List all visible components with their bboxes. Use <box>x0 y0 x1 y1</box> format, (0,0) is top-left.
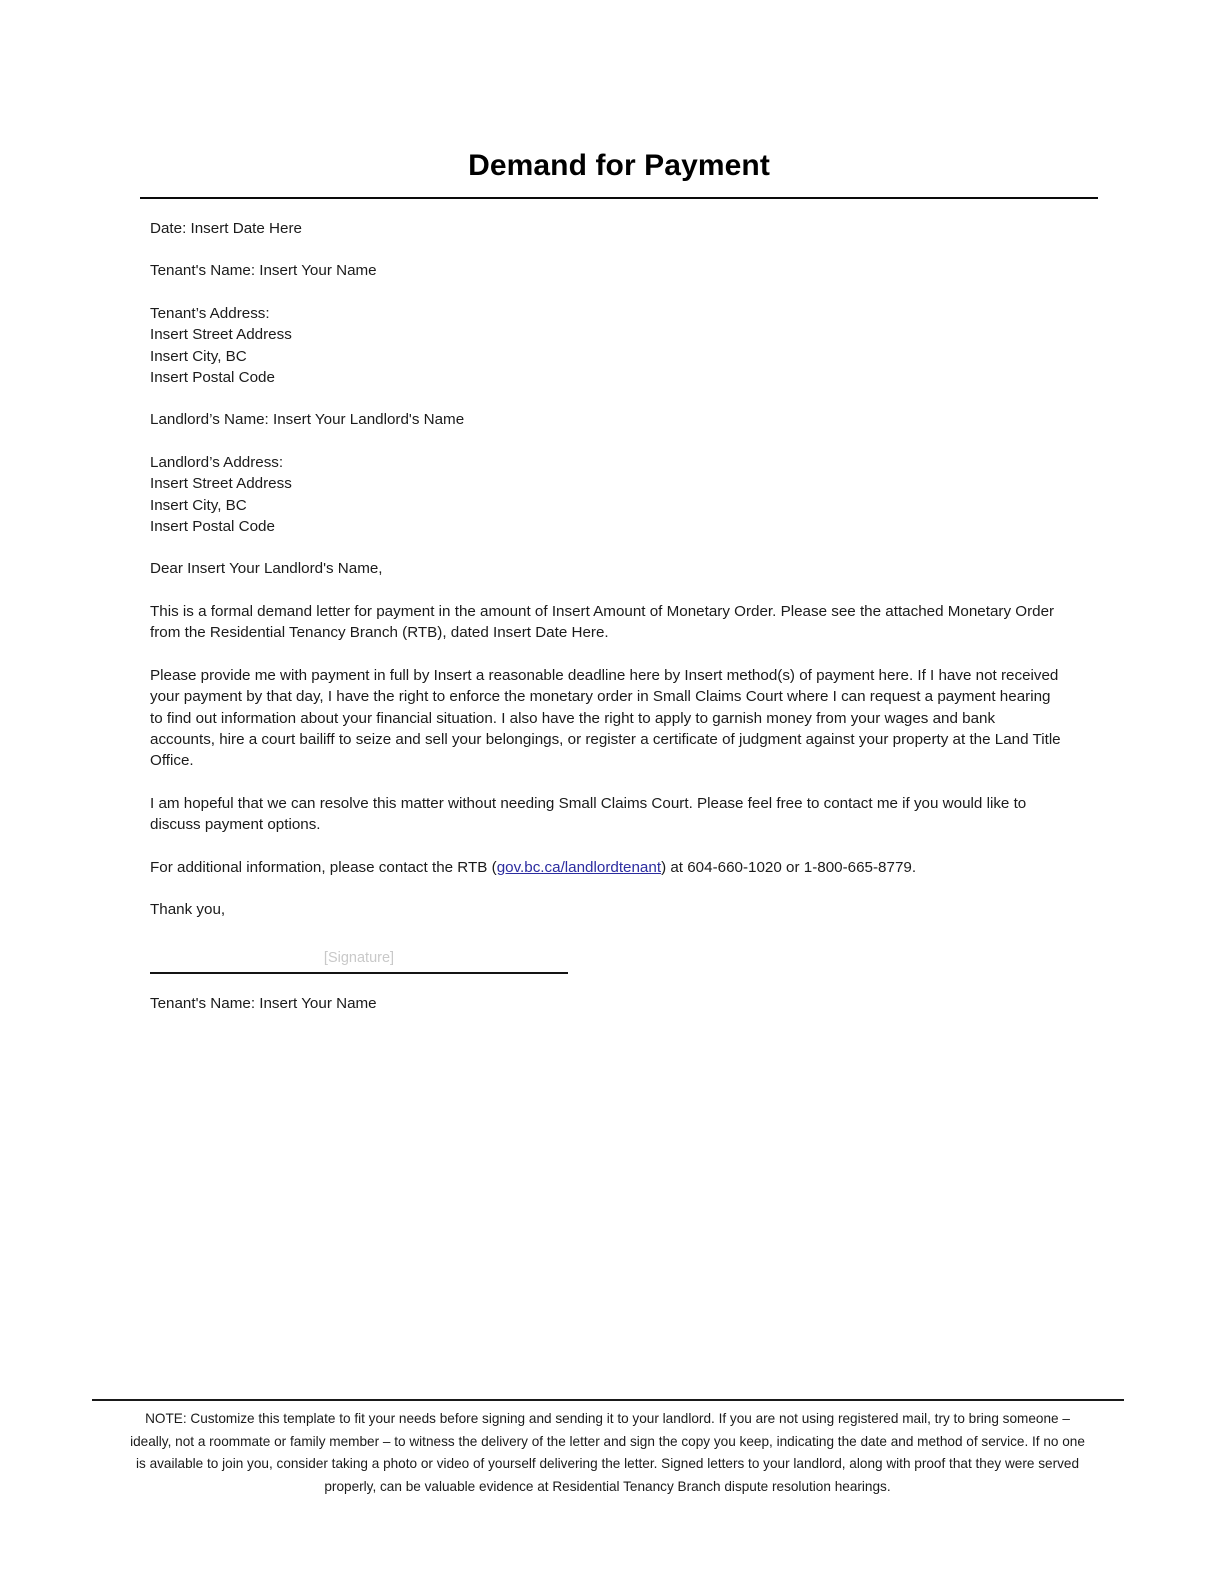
tenant-address-block <box>150 303 1062 389</box>
contact-info-paragraph <box>150 857 1062 878</box>
footer-divider <box>92 1399 1124 1401</box>
salutation: Dear Insert Your Landlord's Name, <box>150 560 383 578</box>
title-block <box>140 148 1098 199</box>
rtb-website-link[interactable]: gov.bc.ca/landlordtenant <box>496 858 662 876</box>
landlord-name-line: Landlord’s Name: Insert Your Landlord's Name <box>150 411 465 429</box>
signature-line <box>150 972 568 974</box>
landlord-address-street: Insert Street Address <box>150 475 292 493</box>
body-paragraph-3: I am hopeful that we can resolve this matter without needing Small Claims Court. Please feel free to contact me if you would like to discuss payment options. <box>150 794 1027 834</box>
letter-body <box>150 218 1062 920</box>
body-paragraph-2: Please provide me with payment in full by Insert a reasonable deadline here by Insert method(s) of payment here. If I have not received your payment by that day, I have the right to enforce the monetary order in Small Claims Court where I can request a payment hearing to find out information about your financial situation. I also have the right to apply to garnish money from your wages and bank accounts, hire a court bailiff to seize and sell your belongings, or register a certificate of judgment against your property at the Land Title Office. <box>150 666 1061 770</box>
title-divider <box>140 197 1098 199</box>
contact-prefix-text: For additional information, please contact the RTB ( <box>150 858 497 876</box>
body-paragraph-1: This is a formal demand letter for payment in the amount of Insert Amount of Monetary Order. Please see the attached Monetary Order from the Residential Tenancy Branch (RTB), dated Insert Date Here. <box>150 602 1055 642</box>
landlord-address-postal: Insert Postal Code <box>150 518 275 536</box>
landlord-address-block <box>150 452 1062 538</box>
tenant-address-street: Insert Street Address <box>150 326 292 344</box>
signature-area <box>150 949 568 974</box>
tenant-name-line: Tenant's Name: Insert Your Name <box>150 262 377 280</box>
landlord-address-label: Landlord’s Address: <box>150 453 284 471</box>
footer-note: NOTE: Customize this template to fit your needs before signing and sending it to your landlord. If you are not using registered mail, try to bring someone – ideally, not a roommate or family member – to witness the delivery of the letter and sign the copy you keep, indicating the date and method of service. If no one is available to join you, consider taking a photo or video of yourself delivering the letter. Signed letters to your landlord, along with proof that they were served properly, can be valuable evidence at Residential Tenancy Branch dispute resolution hearings. <box>130 1411 1085 1494</box>
page-title: Demand for Payment <box>468 149 770 182</box>
contact-suffix-text: ) at 604-660-1020 or 1-800-665-8779. <box>661 858 917 876</box>
tenant-address-postal: Insert Postal Code <box>150 369 275 387</box>
closing-line: Thank you, <box>150 900 226 918</box>
date-line: Date: Insert Date Here <box>150 220 302 237</box>
landlord-address-city: Insert City, BC <box>150 496 247 514</box>
signature-placeholder[interactable]: [Signature] <box>323 950 395 966</box>
signer-name-line: Tenant's Name: Insert Your Name <box>150 995 377 1012</box>
tenant-address-label: Tenant’s Address: <box>150 304 270 322</box>
tenant-address-city: Insert City, BC <box>150 347 247 365</box>
